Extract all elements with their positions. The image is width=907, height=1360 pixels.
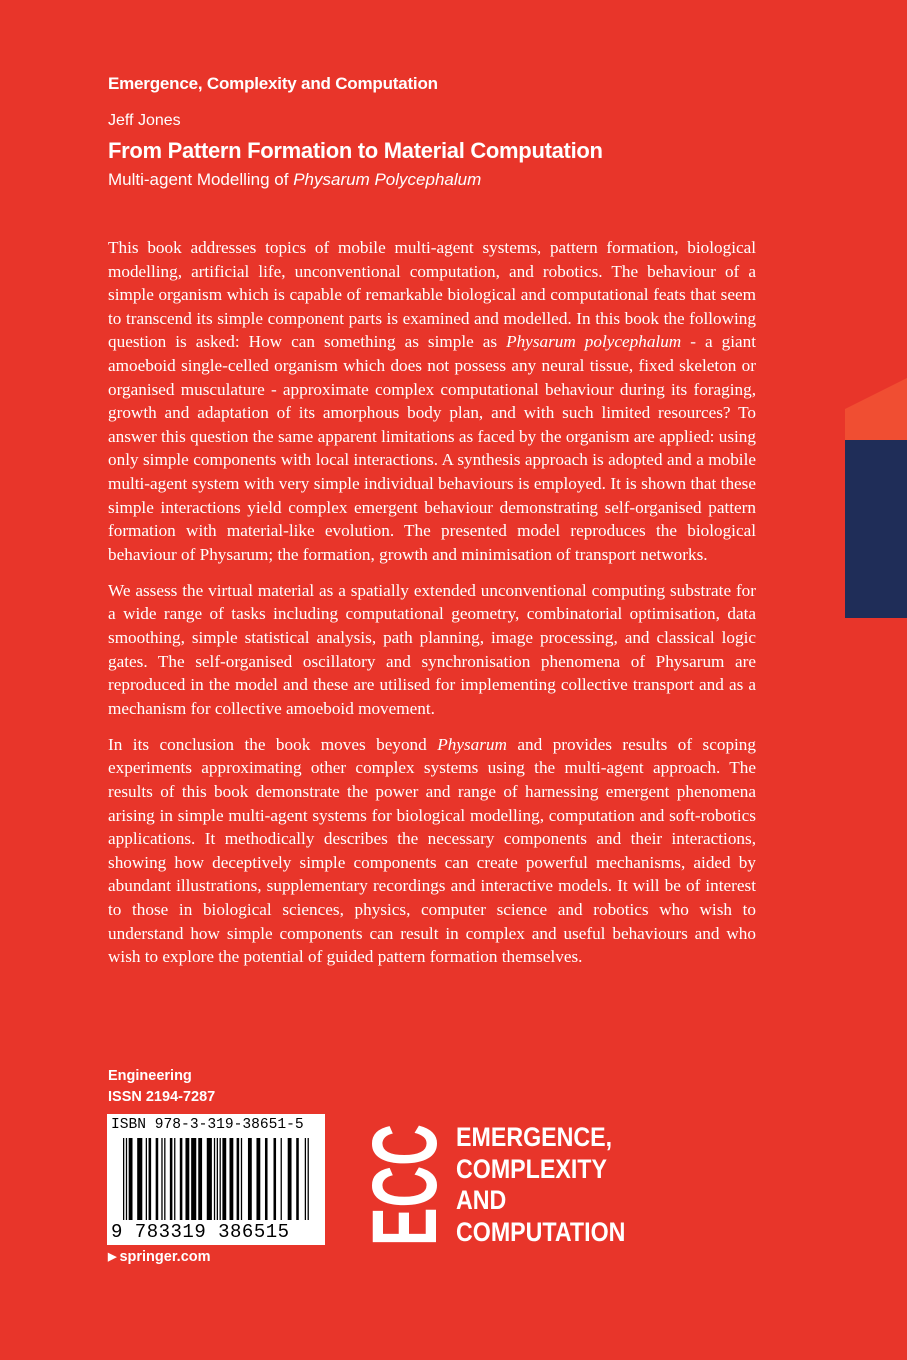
play-arrow-icon: ▶ bbox=[108, 1251, 117, 1263]
barcode bbox=[107, 1114, 325, 1245]
barcode-bar bbox=[149, 1138, 152, 1220]
book-title: From Pattern Formation to Material Computation bbox=[108, 138, 603, 163]
blurb-paragraph-1 bbox=[108, 236, 756, 566]
website-text: springer.com bbox=[119, 1249, 211, 1265]
blurb-p3-text-b: and provides results of scoping experiments approximating other complex systems using the multi-agent approach. The results of this book demonstrate the power and range of harnessing emergent phenomena arising in simple multi-agent systems for biological modelling, computation and soft-robotics applications. It methodically describes the necessary components and their interactions, showing how deceptively simple components can create powerful mechanisms, aided by abundant illustrations, supplementary recordings and interactive models. It will be of interest to those in biological sciences, physics, computer science and robotics who wish to understand how simple components can result in complex and useful behaviours and who wish to explore the potential of guided pattern formation themselves. bbox=[108, 734, 756, 967]
barcode-bar bbox=[180, 1138, 183, 1220]
book-subtitle bbox=[108, 170, 481, 190]
blurb-paragraph-2: We assess the virtual material as a spatially extended unconventional computing substrate for a wide range of tasks including computational geometry, combinatorial optimisation, data smoothing, simple statistical analysis, path planning, image processing, and classical logic gates. The self-organised oscillatory and synchronisation phenomena of Physarum are reproduced in the model and these are utilised for implementing collective transport and as a mechanism for collective amoeboid movement. bbox=[108, 580, 756, 718]
barcode-bar bbox=[256, 1138, 260, 1220]
barcode-bar bbox=[156, 1138, 159, 1220]
barcode-bar bbox=[237, 1138, 240, 1220]
ecc-logo bbox=[354, 1051, 456, 1246]
barcode-digits: 9 783319 386515 bbox=[111, 1221, 290, 1243]
barcode-bar bbox=[248, 1138, 252, 1220]
issn-label: ISSN 2194-7287 bbox=[108, 1089, 216, 1105]
series-title: Emergence, Complexity and Computation bbox=[108, 74, 438, 93]
blurb-p1-text-a: This book addresses topics of mobile multi-agent systems, pattern formation, biological modelling, artificial life, unconventional computation, and robotics. The behaviour of a simple organism which is capable of remarkable biological and computational feats that seem to transcend its simple component parts is examined and modelled. In this book the following question is asked: How can something as simple as bbox=[108, 238, 756, 352]
author-name: Jeff Jones bbox=[108, 112, 181, 129]
barcode-bar bbox=[146, 1138, 147, 1220]
series-logo-text bbox=[456, 1122, 625, 1248]
barcode-bars bbox=[123, 1138, 309, 1220]
barcode-bar bbox=[288, 1138, 292, 1220]
barcode-bar bbox=[174, 1138, 175, 1220]
blurb bbox=[108, 236, 756, 981]
barcode-bar bbox=[308, 1138, 309, 1220]
isbn-text: ISBN 978-3-319-38651-5 bbox=[111, 1117, 304, 1133]
subtitle-prefix: Multi-agent Modelling of bbox=[108, 170, 294, 189]
blurb-p3-text-a: In its conclusion the book moves beyond bbox=[108, 734, 438, 754]
blurb-p1-italic: Physarum polycephalum bbox=[506, 332, 682, 352]
barcode-bar bbox=[265, 1138, 268, 1220]
subtitle-italic: Physarum Polycephalum bbox=[293, 170, 482, 189]
barcode-bar bbox=[161, 1138, 162, 1220]
barcode-bar bbox=[137, 1138, 142, 1220]
barcode-bar bbox=[191, 1138, 196, 1220]
ecc-logo-letters: ECC bbox=[354, 1051, 456, 1246]
barcode-bar bbox=[274, 1138, 277, 1220]
barcode-bar bbox=[241, 1138, 242, 1220]
barcode-bar bbox=[164, 1138, 165, 1220]
barcode-bar bbox=[220, 1138, 221, 1220]
discipline-label: Engineering bbox=[108, 1068, 192, 1084]
blurb-p3-italic: Physarum bbox=[437, 734, 507, 754]
series-logo-line-4: COMPUTATION bbox=[456, 1216, 626, 1247]
side-decoration bbox=[845, 378, 907, 618]
barcode-bar bbox=[217, 1138, 218, 1220]
blurb-paragraph-3 bbox=[108, 733, 756, 969]
barcode-bar bbox=[123, 1138, 124, 1220]
website-link[interactable] bbox=[108, 1249, 211, 1265]
barcode-bar bbox=[281, 1138, 282, 1220]
barcode-bar bbox=[129, 1138, 133, 1220]
barcode-bar bbox=[222, 1138, 226, 1220]
barcode-bar bbox=[207, 1138, 212, 1220]
barcode-bar bbox=[198, 1138, 202, 1220]
series-logo-line-3: AND bbox=[456, 1185, 507, 1215]
barcode-bar bbox=[296, 1138, 299, 1220]
side-navy-block bbox=[845, 440, 907, 618]
barcode-bar bbox=[170, 1138, 173, 1220]
blurb-p1-text-b: - a giant amoeboid single-celled organism which does not possess any neural tissue, fixed skeleton or organised musculature - approximate complex computational behaviour during its foraging, growth and adaptation of its amorphous body plan, and with such limited resources? To answer this question the same apparent limitations as faced by the organism are applied: using only simple components with local interactions. A synthesis approach is adopted and a mobile multi-agent system with very simple individual behaviours is employed. It is shown that these simple interactions yield complex emergent behaviour demonstrating self-organised pattern formation with material-like evolution. The presented model reproduces the biological behaviour of Physarum; the formation, growth and minimisation of transport networks. bbox=[108, 332, 756, 564]
barcode-bar bbox=[305, 1138, 306, 1220]
barcode-bar bbox=[214, 1138, 215, 1220]
barcode-bar bbox=[126, 1138, 127, 1220]
side-orange-block bbox=[845, 378, 907, 440]
series-logo-line-1: EMERGENCE, bbox=[456, 1122, 613, 1152]
series-logo-line-2: COMPLEXITY bbox=[456, 1153, 607, 1184]
barcode-bar bbox=[185, 1138, 189, 1220]
barcode-bar bbox=[229, 1138, 233, 1220]
